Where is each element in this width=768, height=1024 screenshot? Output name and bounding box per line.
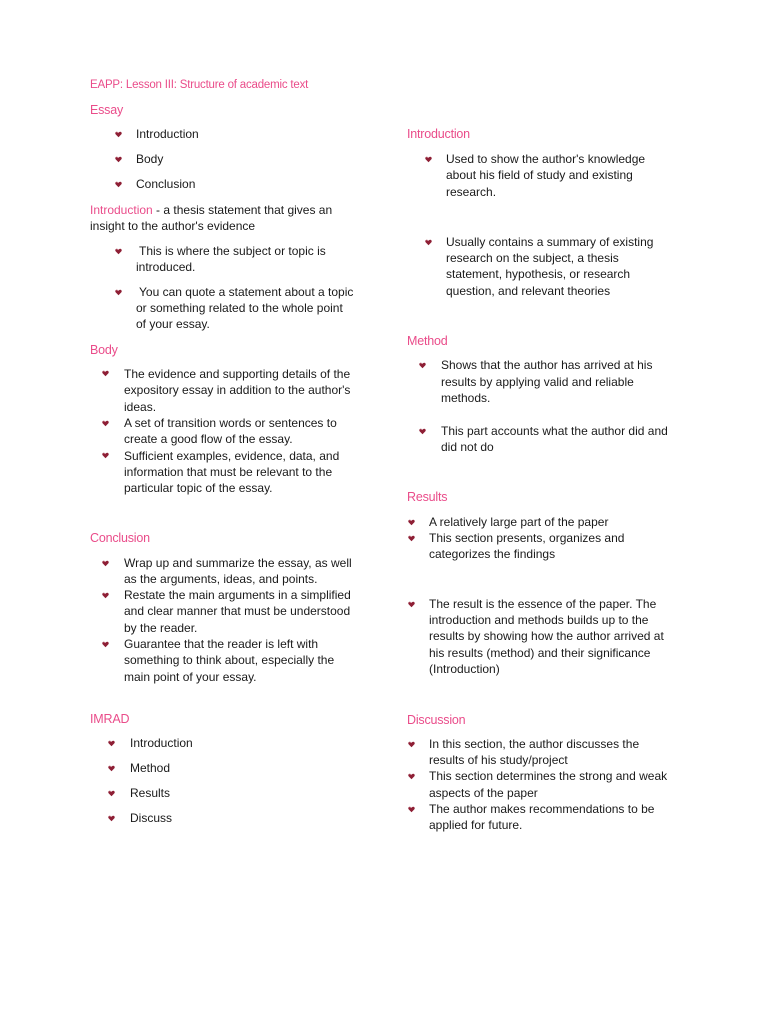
heart-bullet-icon <box>108 765 115 772</box>
list-item-line: something to think about, especially the <box>124 653 335 667</box>
list-item-line: Used to show the author's knowledge <box>446 152 646 166</box>
introduction-heading: Introduction <box>407 127 470 141</box>
introduction-definition <box>90 202 390 235</box>
list-item-line: did not do <box>441 440 494 454</box>
list-item-line: Sufficient examples, evidence, data, and <box>124 449 340 463</box>
list-item: Introduction <box>130 736 193 750</box>
essay-heading: Essay <box>90 103 124 117</box>
list-item-line: In this section, the author discusses the <box>429 737 640 751</box>
results-heading: Results <box>407 490 448 504</box>
list-item-line: categorizes the findings <box>429 547 556 561</box>
list-item-line: The author makes recommendations to be <box>429 802 655 816</box>
heart-bullet-icon <box>108 815 115 822</box>
heart-bullet-icon <box>102 592 109 599</box>
method-heading: Method <box>407 334 448 348</box>
list-item-line: applied for future. <box>429 818 523 832</box>
list-item: Conclusion <box>136 177 196 191</box>
heart-bullet-icon <box>408 773 415 780</box>
heart-bullet-icon <box>115 156 122 163</box>
list-item-line: as the arguments, ideas, and points. <box>124 572 318 586</box>
list-item: Introduction <box>136 127 199 141</box>
list-item-line: This part accounts what the author did and <box>441 424 668 438</box>
list-item-line: introduced. <box>136 260 196 274</box>
heart-bullet-icon <box>102 560 109 567</box>
heart-bullet-icon <box>408 741 415 748</box>
discussion-heading: Discussion <box>407 713 466 727</box>
list-item-line: results by applying valid and reliable <box>441 375 634 389</box>
list-item-line: A set of transition words or sentences to <box>124 416 337 430</box>
list-item-line: statement, hypothesis, or research <box>446 267 631 281</box>
heart-bullet-icon <box>115 181 122 188</box>
list-item-line: Wrap up and summarize the essay, as well <box>124 556 352 570</box>
heart-bullet-icon <box>115 131 122 138</box>
list-item-line: or something related to the whole point <box>136 301 343 315</box>
list-item-line: information that must be relevant to the <box>124 465 333 479</box>
list-item-line: The result is the essence of the paper. The <box>429 597 657 611</box>
list-item-line: Shows that the author has arrived at his <box>441 358 653 372</box>
introduction-term: Introduction <box>90 203 153 217</box>
heart-bullet-icon <box>425 156 432 163</box>
list-item-line: aspects of the paper <box>429 786 538 800</box>
heart-bullet-icon <box>115 289 122 296</box>
list-item-line: and clear manner that must be understood <box>124 604 351 618</box>
list-item-line: question, and relevant theories <box>446 284 611 298</box>
list-item-line: Usually contains a summary of existing <box>446 235 654 249</box>
list-item-line: results by showing how the author arrived at <box>429 629 664 643</box>
list-item-line: This section determines the strong and weak <box>429 769 668 783</box>
heart-bullet-icon <box>408 519 415 526</box>
heart-bullet-icon <box>408 601 415 608</box>
list-item-line: results of his study/project <box>429 753 568 767</box>
heart-bullet-icon <box>108 740 115 747</box>
heart-bullet-icon <box>102 452 109 459</box>
heart-bullet-icon <box>108 790 115 797</box>
list-item-line: research. <box>446 185 497 199</box>
list-item-line: research on the subject, a thesis <box>446 251 619 265</box>
list-item-line: by the reader. <box>124 621 198 635</box>
list-item-line: main point of your essay. <box>124 670 257 684</box>
imrad-heading: IMRAD <box>90 712 130 726</box>
list-item-line: Guarantee that the reader is left with <box>124 637 319 651</box>
list-item-line: ideas. <box>124 400 157 414</box>
heart-bullet-icon <box>102 370 109 377</box>
list-item-line: expository essay in addition to the author's <box>124 383 351 397</box>
list-item-line: Restate the main arguments in a simplified <box>124 588 351 602</box>
heart-bullet-icon <box>115 248 122 255</box>
list-item-line: of your essay. <box>136 317 210 331</box>
list-item-line: create a good flow of the essay. <box>124 432 293 446</box>
body-heading: Body <box>90 343 118 357</box>
definition-text: - a thesis statement that gives an <box>152 203 333 217</box>
conclusion-heading: Conclusion <box>90 531 150 545</box>
definition-text: insight to the author's evidence <box>90 219 256 234</box>
list-item-line: particular topic of the essay. <box>124 481 273 495</box>
heart-bullet-icon <box>408 806 415 813</box>
list-item: Results <box>130 786 171 800</box>
list-item: Method <box>130 761 171 775</box>
list-item-line: This section presents, organizes and <box>429 531 625 545</box>
list-item-line: introduction and methods builds up to the <box>429 613 649 627</box>
heart-bullet-icon <box>419 362 426 369</box>
heart-bullet-icon <box>102 420 109 427</box>
list-item: Body <box>136 152 164 166</box>
list-item-line: A relatively large part of the paper <box>429 515 609 529</box>
heart-bullet-icon <box>102 641 109 648</box>
page-title: EAPP: Lesson III: Structure of academic text <box>90 79 309 91</box>
list-item-line: about his field of study and existing <box>446 168 633 182</box>
list-item-line: (Introduction) <box>429 662 500 676</box>
list-item-line: This is where the subject or topic is <box>139 244 326 258</box>
heart-bullet-icon <box>419 428 426 435</box>
heart-bullet-icon <box>425 239 432 246</box>
list-item-line: You can quote a statement about a topic <box>139 285 354 299</box>
list-item-line: methods. <box>441 391 491 405</box>
list-item-line: his results (method) and their significance <box>429 646 651 660</box>
list-item: Discuss <box>130 811 173 825</box>
heart-bullet-icon <box>408 535 415 542</box>
list-item-line: The evidence and supporting details of the <box>124 367 351 381</box>
